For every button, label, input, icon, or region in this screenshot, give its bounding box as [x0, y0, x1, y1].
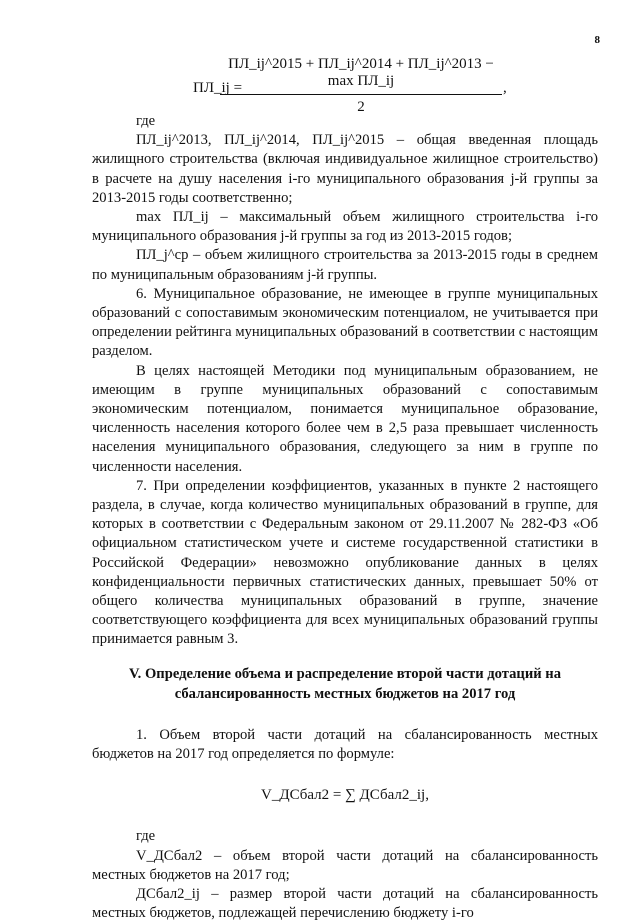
- paragraph-6: 6. Муниципальное образование, не имеющее в группе муниципальных образований с сопоставимым экономическим потенциалом, не учитывается при определении рейтинга муниципальных образований в соответствии с настоящим разделом.: [92, 285, 598, 360]
- section-v-title: V. Определение объема и распределение второй части дотаций на сбалансированность местных бюджетов на 2017 год: [128, 665, 561, 702]
- formula-pl-denominator: 2: [357, 99, 365, 115]
- definition-pl-avg: ПЛ_j^ср – объем жилищного строительства за 2013-2015 годы в среднем по муниципальным образованиям j-й группы.: [92, 247, 598, 283]
- formula-v-dsbal2: V_ДСбал2 = ∑ ДСбал2_ij,: [261, 787, 429, 804]
- section-v-paragraph-1: 1. Объем второй части дотаций на сбалансированность местных бюджетов на 2017 год определяется по формуле:: [92, 726, 598, 762]
- formula-pl-fraction: [216, 56, 506, 116]
- page-number: 8: [594, 34, 600, 46]
- formula-pl-comma: ,: [503, 80, 507, 96]
- paragraph-7: 7. При определении коэффициентов, указанных в пункте 2 настоящего раздела, в случае, когда количество муниципальных образований в группе, для которых в соответствии с Федеральным законом от 29.11.2007 № 282-ФЗ «Об официальном статистическом учете и системе государственной статистики в Российской Федерации» невозможно опубликование данных в целях конфиденциальности первичных статистических данных, превышает 50% от общего количества муниципальных образований в группе, значение соответствующего коэффициента для всех муниципальных образований группы принимается равным 3.: [92, 477, 598, 648]
- formula-pl-numerator: ПЛ_ij^2015 + ПЛ_ij^2014 + ПЛ_ij^2013 − max ПЛ_ij: [228, 56, 494, 89]
- formula-pl-lhs: ПЛ_ij =: [193, 80, 243, 96]
- definition-dsbal2-ij: ДСбал2_ij – размер второй части дотаций на сбалансированность местных бюджетов, подлежащей перечислению бюджету i-го: [92, 885, 598, 922]
- where-label-2: где: [136, 828, 156, 845]
- where-label-1: где: [136, 113, 156, 129]
- paragraph-6-continued: В целях настоящей Методики под муниципальным образованием, не имеющим в группе муниципальных образований с сопоставимым экономическим потенциалом, понимается муниципальное образование, численность населения которого более чем в 2,5 раза превышает численность населения муниципального образования, следующего за ним в группе по численности населения.: [92, 362, 598, 475]
- definition-v-dsbal2: V_ДСбал2 – объем второй части дотаций на сбалансированность местных бюджетов на 2017 год;: [92, 847, 598, 883]
- document-body: [92, 112, 598, 923]
- definition-pl-years: ПЛ_ij^2013, ПЛ_ij^2014, ПЛ_ij^2015 – общая введенная площадь жилищного строительства (включая индивидуальное жилищное строительство) в расчете на душу населения i-го муниципального образования j-й группы за 2013-2015 годы соответственно;: [92, 132, 598, 206]
- definition-max-pl: max ПЛ_ij – максимальный объем жилищного строительства i-го муниципального образования j-й группы за год из 2013-2015 годов;: [92, 209, 598, 245]
